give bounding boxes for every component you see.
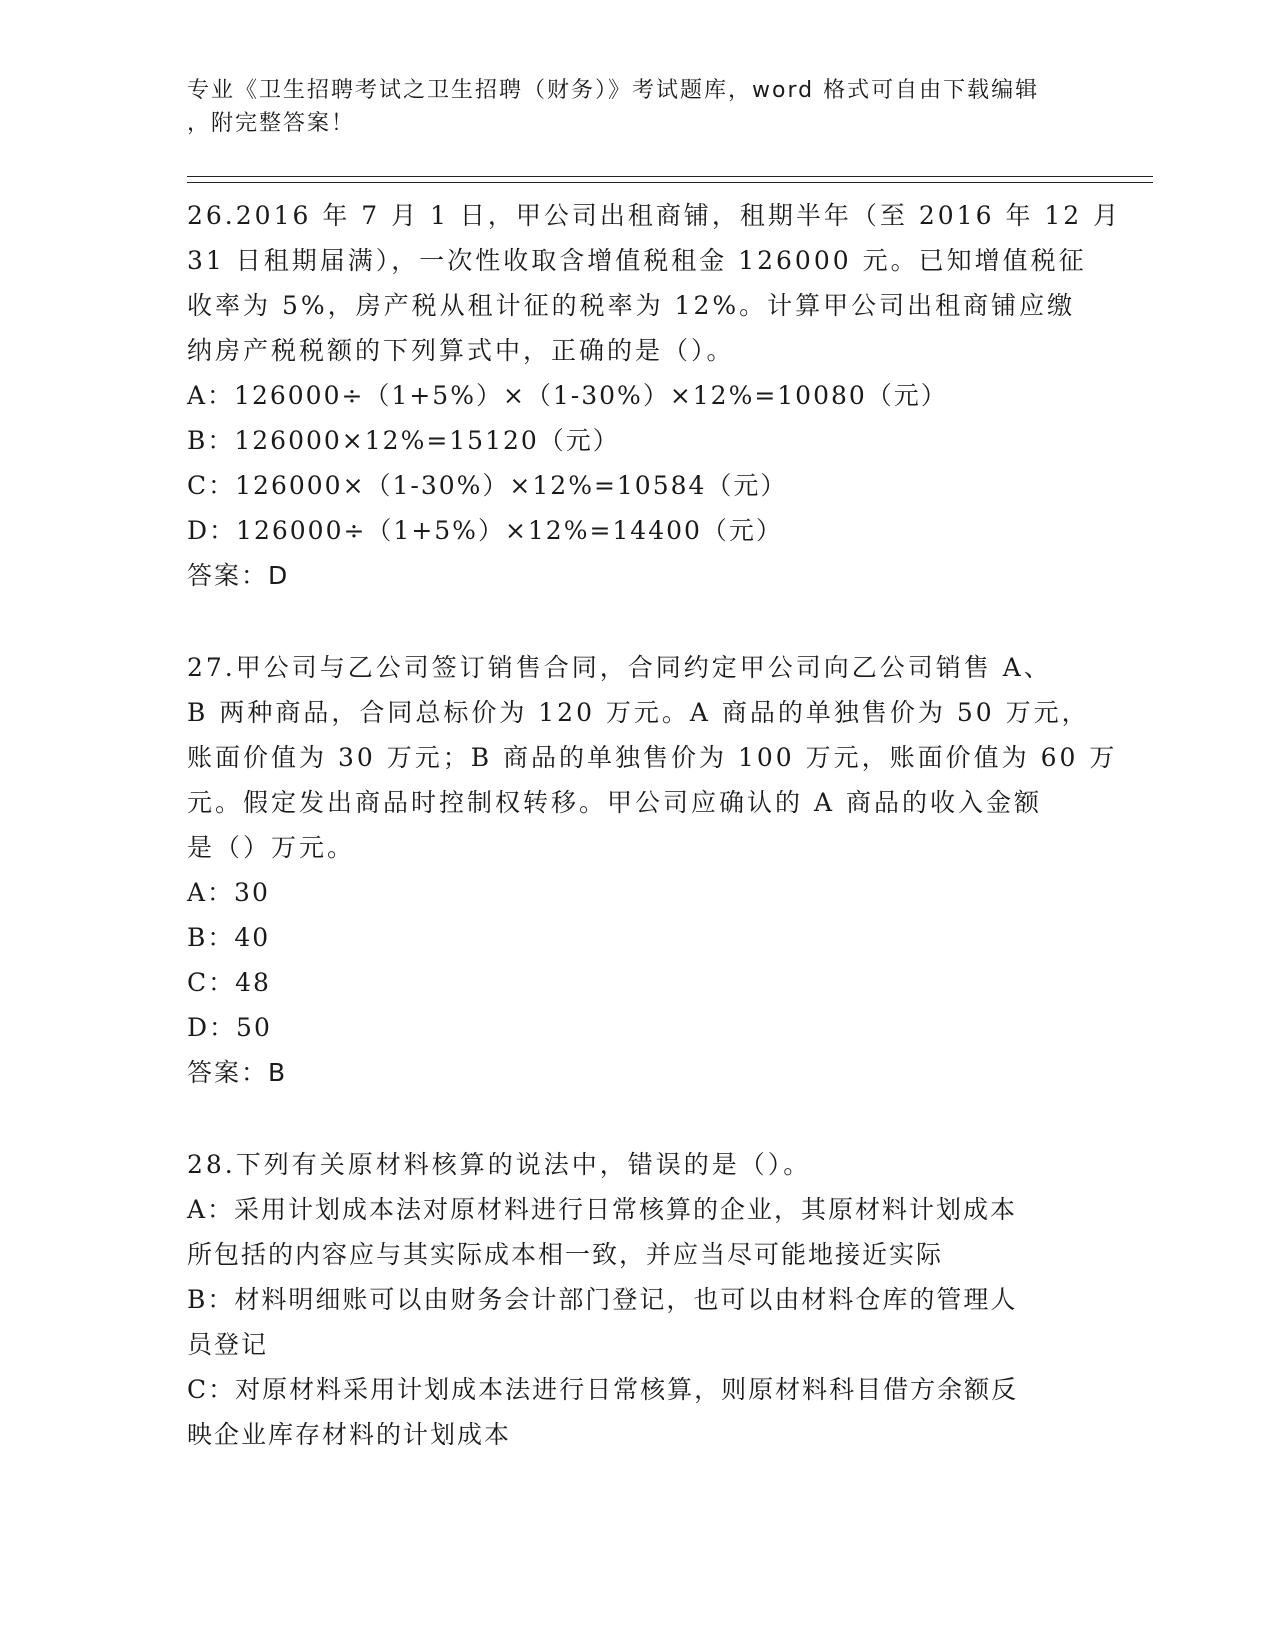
question-26 xyxy=(187,193,1122,598)
option-line: 员登记 xyxy=(187,1330,269,1359)
stem-line: 31 日租期届满），一次性收取含增值税租金 126000 元。已知增值税征 xyxy=(187,246,1087,275)
option-c xyxy=(187,1367,1087,1457)
header-line-2: ，附完整答案！ xyxy=(187,111,356,136)
stem-line: 收率为 5%，房产税从租计征的税率为 12%。计算甲公司出租商铺应缴 xyxy=(187,291,1076,320)
question-27 xyxy=(187,645,1118,1095)
option-c: C：48 xyxy=(187,968,271,997)
option-b xyxy=(187,1277,1087,1367)
stem-line: 28.下列有关原材料核算的说法中，错误的是（）。 xyxy=(187,1150,812,1179)
option-line: 所包括的内容应与其实际成本相一致，并应当尽可能地接近实际 xyxy=(187,1240,944,1269)
option-d: D：126000÷（1+5%）×12%=14400（元） xyxy=(187,516,783,545)
option-b: B：126000×12%=15120（元） xyxy=(187,426,620,455)
header-line-1: 专业《卫生招聘考试之卫生招聘（财务）》考试题库，word 格式可自由下载编辑 xyxy=(187,78,1040,103)
stem-line: B 两种商品，合同总标价为 120 万元。A 商品的单独售价为 50 万元， xyxy=(187,698,1090,727)
question-stem xyxy=(187,1142,1087,1187)
option-a: A：126000÷（1+5%）×（1-30%）×12%=10080（元） xyxy=(187,381,948,410)
answer: 答案：D xyxy=(187,561,290,590)
header-divider-top xyxy=(187,176,1153,177)
question-stem xyxy=(187,645,1118,870)
answer: 答案：B xyxy=(187,1058,288,1087)
option-b: B：40 xyxy=(187,923,271,952)
question-list xyxy=(187,193,1122,1457)
stem-line: 元。假定发出商品时控制权转移。甲公司应确认的 A 商品的收入金额 xyxy=(187,788,1042,817)
option-a xyxy=(187,1187,1087,1277)
option-a: A：30 xyxy=(187,878,270,907)
option-line: C：对原材料采用计划成本法进行日常核算，则原材料科目借方余额反 xyxy=(187,1375,1019,1404)
option-line: A：采用计划成本法对原材料进行日常核算的企业，其原材料计划成本 xyxy=(187,1195,1018,1224)
question-stem xyxy=(187,193,1122,373)
stem-line: 27.甲公司与乙公司签订销售合同，合同约定甲公司向乙公司销售 A、 xyxy=(187,653,1052,682)
stem-line: 26.2016 年 7 月 1 日，甲公司出租商铺，租期半年（至 2016 年 12 月 xyxy=(187,201,1122,230)
option-c: C：126000×（1-30%）×12%=10584（元） xyxy=(187,471,788,500)
spacer xyxy=(187,1095,1087,1142)
stem-line: 账面价值为 30 万元；B 商品的单独售价为 100 万元，账面价值为 60 万 xyxy=(187,743,1118,772)
option-d: D：50 xyxy=(187,1013,272,1042)
document-header xyxy=(187,74,1067,140)
option-line: B：材料明细账可以由财务会计部门登记，也可以由材料仓库的管理人 xyxy=(187,1285,1018,1314)
spacer xyxy=(187,598,1087,645)
header-divider-bottom xyxy=(187,182,1153,183)
stem-line: 是（）万元。 xyxy=(187,833,356,862)
option-line: 映企业库存材料的计划成本 xyxy=(187,1420,512,1449)
stem-line: 纳房产税税额的下列算式中，正确的是（）。 xyxy=(187,336,735,365)
question-28 xyxy=(187,1142,1087,1457)
